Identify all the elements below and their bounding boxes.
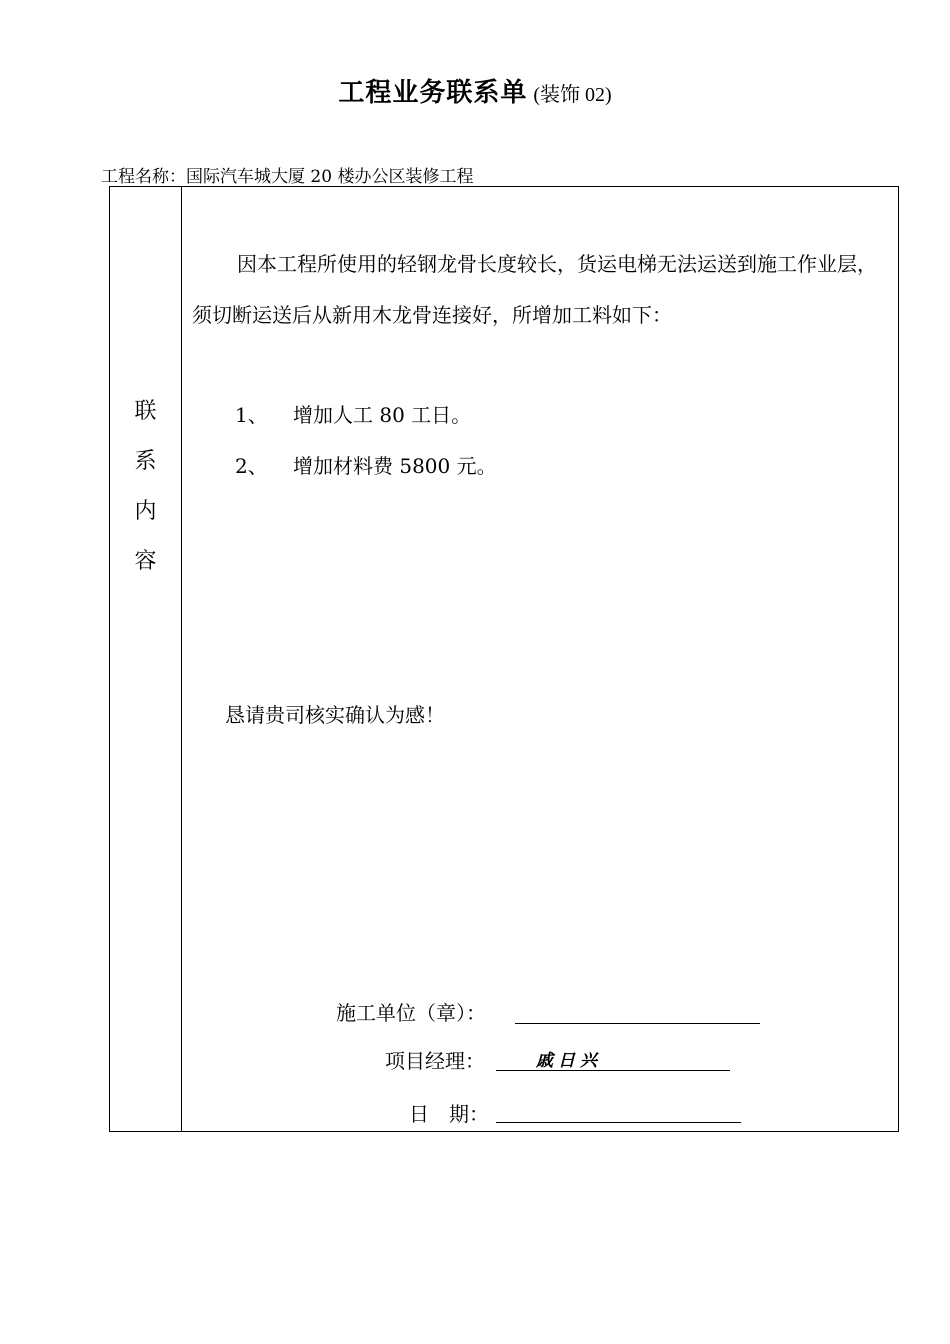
column-divider bbox=[181, 187, 182, 1131]
list-item-text: 增加材料费 5800 元。 bbox=[293, 454, 497, 478]
contact-table bbox=[109, 186, 899, 1132]
side-label-char: 联 bbox=[134, 399, 157, 424]
document-title-block bbox=[0, 72, 950, 109]
list-item-number: 1、 bbox=[235, 403, 268, 427]
project-name: 国际汽车城大厦 20 楼办公区装修工程 bbox=[186, 167, 474, 187]
project-name-line bbox=[101, 162, 473, 187]
list-item-number: 2、 bbox=[235, 454, 268, 478]
date-label: 日 期： bbox=[409, 1102, 489, 1126]
document-title: 工程业务联系单 bbox=[338, 78, 528, 108]
construction-unit-row bbox=[336, 997, 486, 1026]
side-label-char: 容 bbox=[134, 549, 157, 574]
list-item bbox=[235, 399, 471, 428]
side-label-char: 系 bbox=[134, 449, 157, 474]
list-item-text: 增加人工 80 工日。 bbox=[293, 403, 472, 427]
project-label: 工程名称： bbox=[101, 167, 186, 187]
project-manager-label: 项目经理： bbox=[385, 1049, 485, 1073]
side-label-contact-content bbox=[110, 387, 181, 587]
date-row bbox=[409, 1098, 489, 1127]
project-manager-row bbox=[385, 1045, 485, 1074]
content-paragraph: 因本工程所使用的轻钢龙骨长度较长，货运电梯无法运送到施工作业层，须切断运送后从新用木龙骨连接好，所增加工料如下： bbox=[192, 252, 877, 327]
closing-remark: 恳请贵司核实确认为感！ bbox=[225, 703, 445, 727]
construction-unit-label: 施工单位（章）： bbox=[336, 1001, 486, 1025]
project-manager-signature: 戚日兴 bbox=[536, 1051, 602, 1071]
document-subtitle: (装饰 02) bbox=[533, 84, 612, 106]
construction-unit-blank bbox=[515, 999, 760, 1024]
project-manager-blank bbox=[496, 1046, 730, 1071]
date-blank bbox=[496, 1098, 741, 1123]
side-label-char: 内 bbox=[134, 499, 157, 524]
list-item bbox=[235, 450, 497, 479]
